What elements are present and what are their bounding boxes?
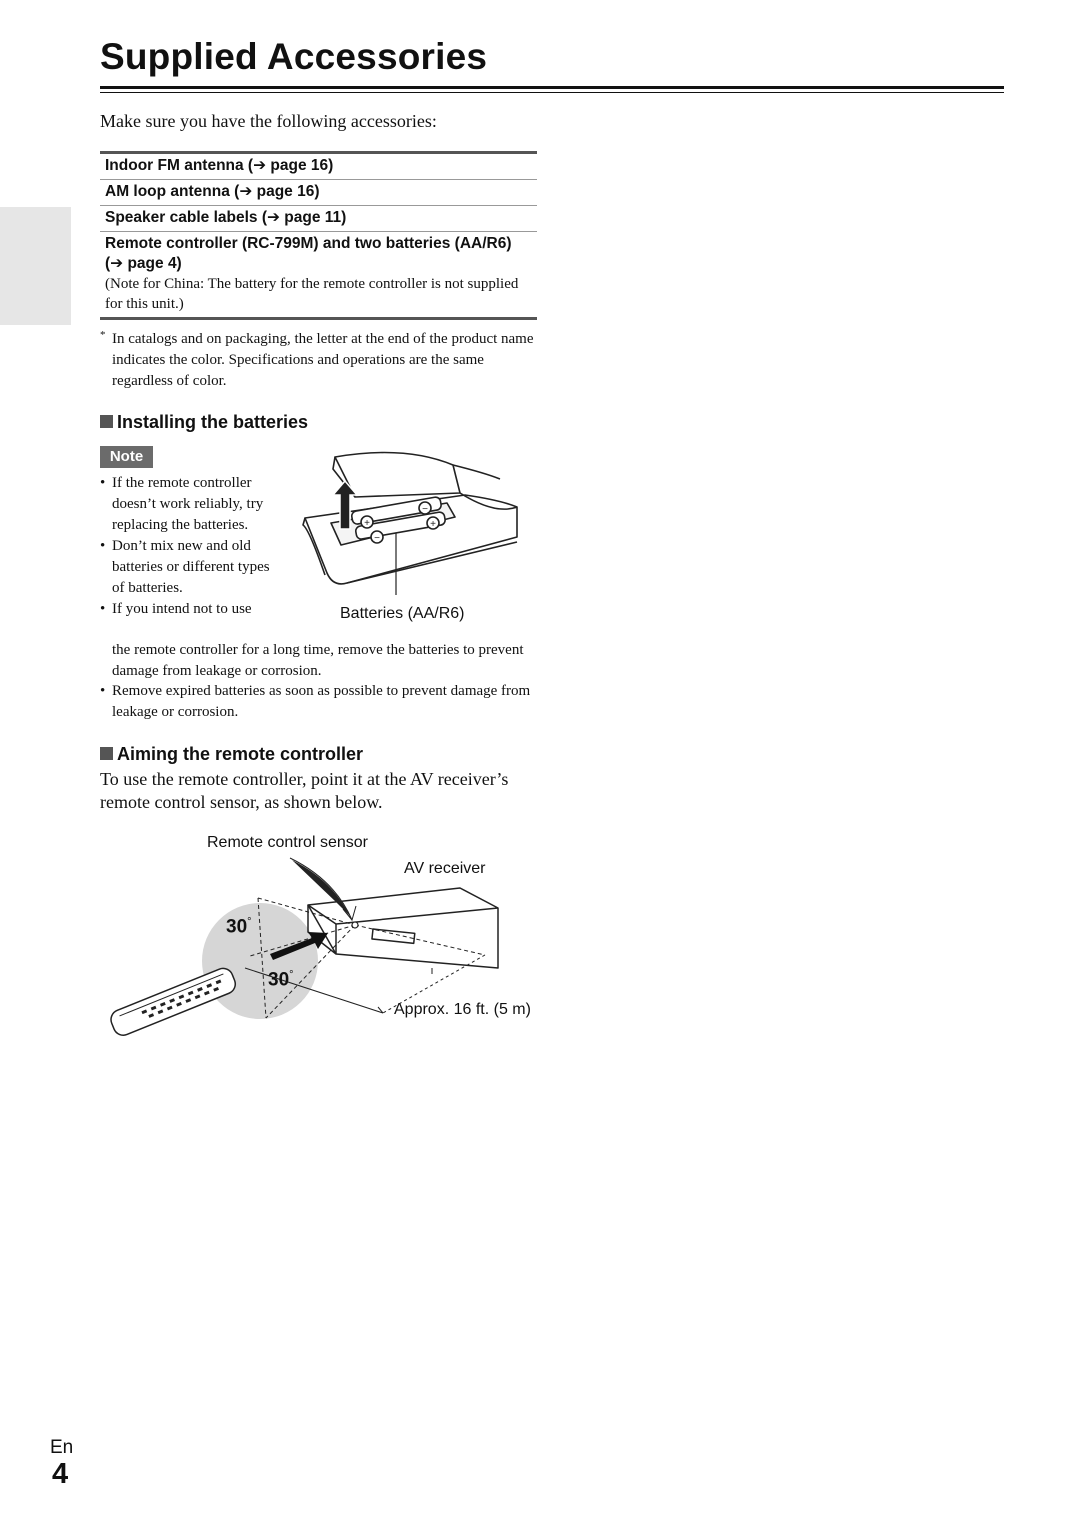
batteries-heading	[100, 412, 308, 433]
svg-text:−: −	[374, 533, 380, 544]
degree-symbol: °	[289, 969, 294, 981]
svg-text:+: +	[364, 518, 370, 529]
degree-symbol: °	[247, 916, 252, 928]
accessory-row	[100, 206, 537, 232]
angle-top-label	[226, 916, 252, 938]
footer-language: En	[50, 1437, 74, 1458]
accessory-item: Speaker cable labels (➔ page 11)	[105, 209, 347, 226]
page-title: Supplied Accessories	[100, 36, 488, 77]
aiming-heading-text: Aiming the remote controller	[117, 744, 364, 764]
list-item: • Don’t mix new and old batteries or different types of batteries.	[100, 536, 278, 599]
aiming-heading	[100, 744, 363, 765]
av-receiver-label: AV receiver	[404, 860, 486, 877]
list-item: • Remove expired batteries as soon as possible to prevent damage from leakage or corrosion.	[100, 681, 540, 723]
side-index-tab	[0, 207, 71, 325]
accessory-item: Remote controller (RC-799M) and two batteries (AA/R6) (➔ page 4)	[105, 235, 512, 272]
list-item: • If the remote controller doesn’t work reliably, try replacing the batteries.	[100, 473, 278, 536]
distance-label: Approx. 16 ft. (5 m)	[394, 1001, 531, 1018]
accessory-item: Indoor FM antenna (➔ page 16)	[105, 157, 334, 174]
footnote	[100, 329, 540, 392]
title-rule	[100, 86, 1004, 89]
battery-illustration	[295, 445, 525, 595]
accessory-row	[100, 154, 537, 180]
accessory-row	[100, 232, 537, 317]
footnote-text: In catalogs and on packaging, the letter at the end of the product name indicates the color. Specifications and operations are the same regardless of color.	[112, 331, 534, 389]
bullet-continuation: the remote controller for a long time, remove the batteries to prevent damage from leakage or corrosion.	[112, 642, 524, 679]
footnote-marker: *	[100, 329, 106, 341]
accessories-table	[100, 151, 537, 320]
intro-text: Make sure you have the following accessories:	[100, 111, 437, 131]
accessory-row	[100, 180, 537, 206]
angle-bottom-value: 30	[268, 969, 290, 991]
svg-text:+: +	[430, 519, 436, 530]
batteries-heading-text: Installing the batteries	[117, 412, 309, 432]
angle-top-value: 30	[226, 916, 248, 938]
battery-notes-wide	[100, 681, 540, 723]
batteries-label: Batteries (AA/R6)	[340, 605, 465, 622]
accessory-note: (Note for China: The battery for the remote controller is not supplied for this unit.)	[105, 276, 519, 312]
remote-sensor-label: Remote control sensor	[207, 834, 368, 851]
note-badge: Note	[100, 446, 153, 468]
svg-text:−: −	[422, 504, 428, 515]
heading-square-icon	[100, 415, 113, 428]
battery-notes-narrow	[100, 473, 278, 620]
title-rule-thin	[100, 92, 1004, 93]
page-number: 4	[52, 1458, 69, 1490]
angle-bottom-label	[268, 969, 294, 991]
list-item: • If you intend not to use	[100, 599, 278, 620]
aiming-text: To use the remote controller, point it at the AV receiver’s remote control sensor, as shown below.	[100, 769, 509, 812]
accessory-item: AM loop antenna (➔ page 16)	[105, 183, 320, 200]
heading-square-icon	[100, 747, 113, 760]
